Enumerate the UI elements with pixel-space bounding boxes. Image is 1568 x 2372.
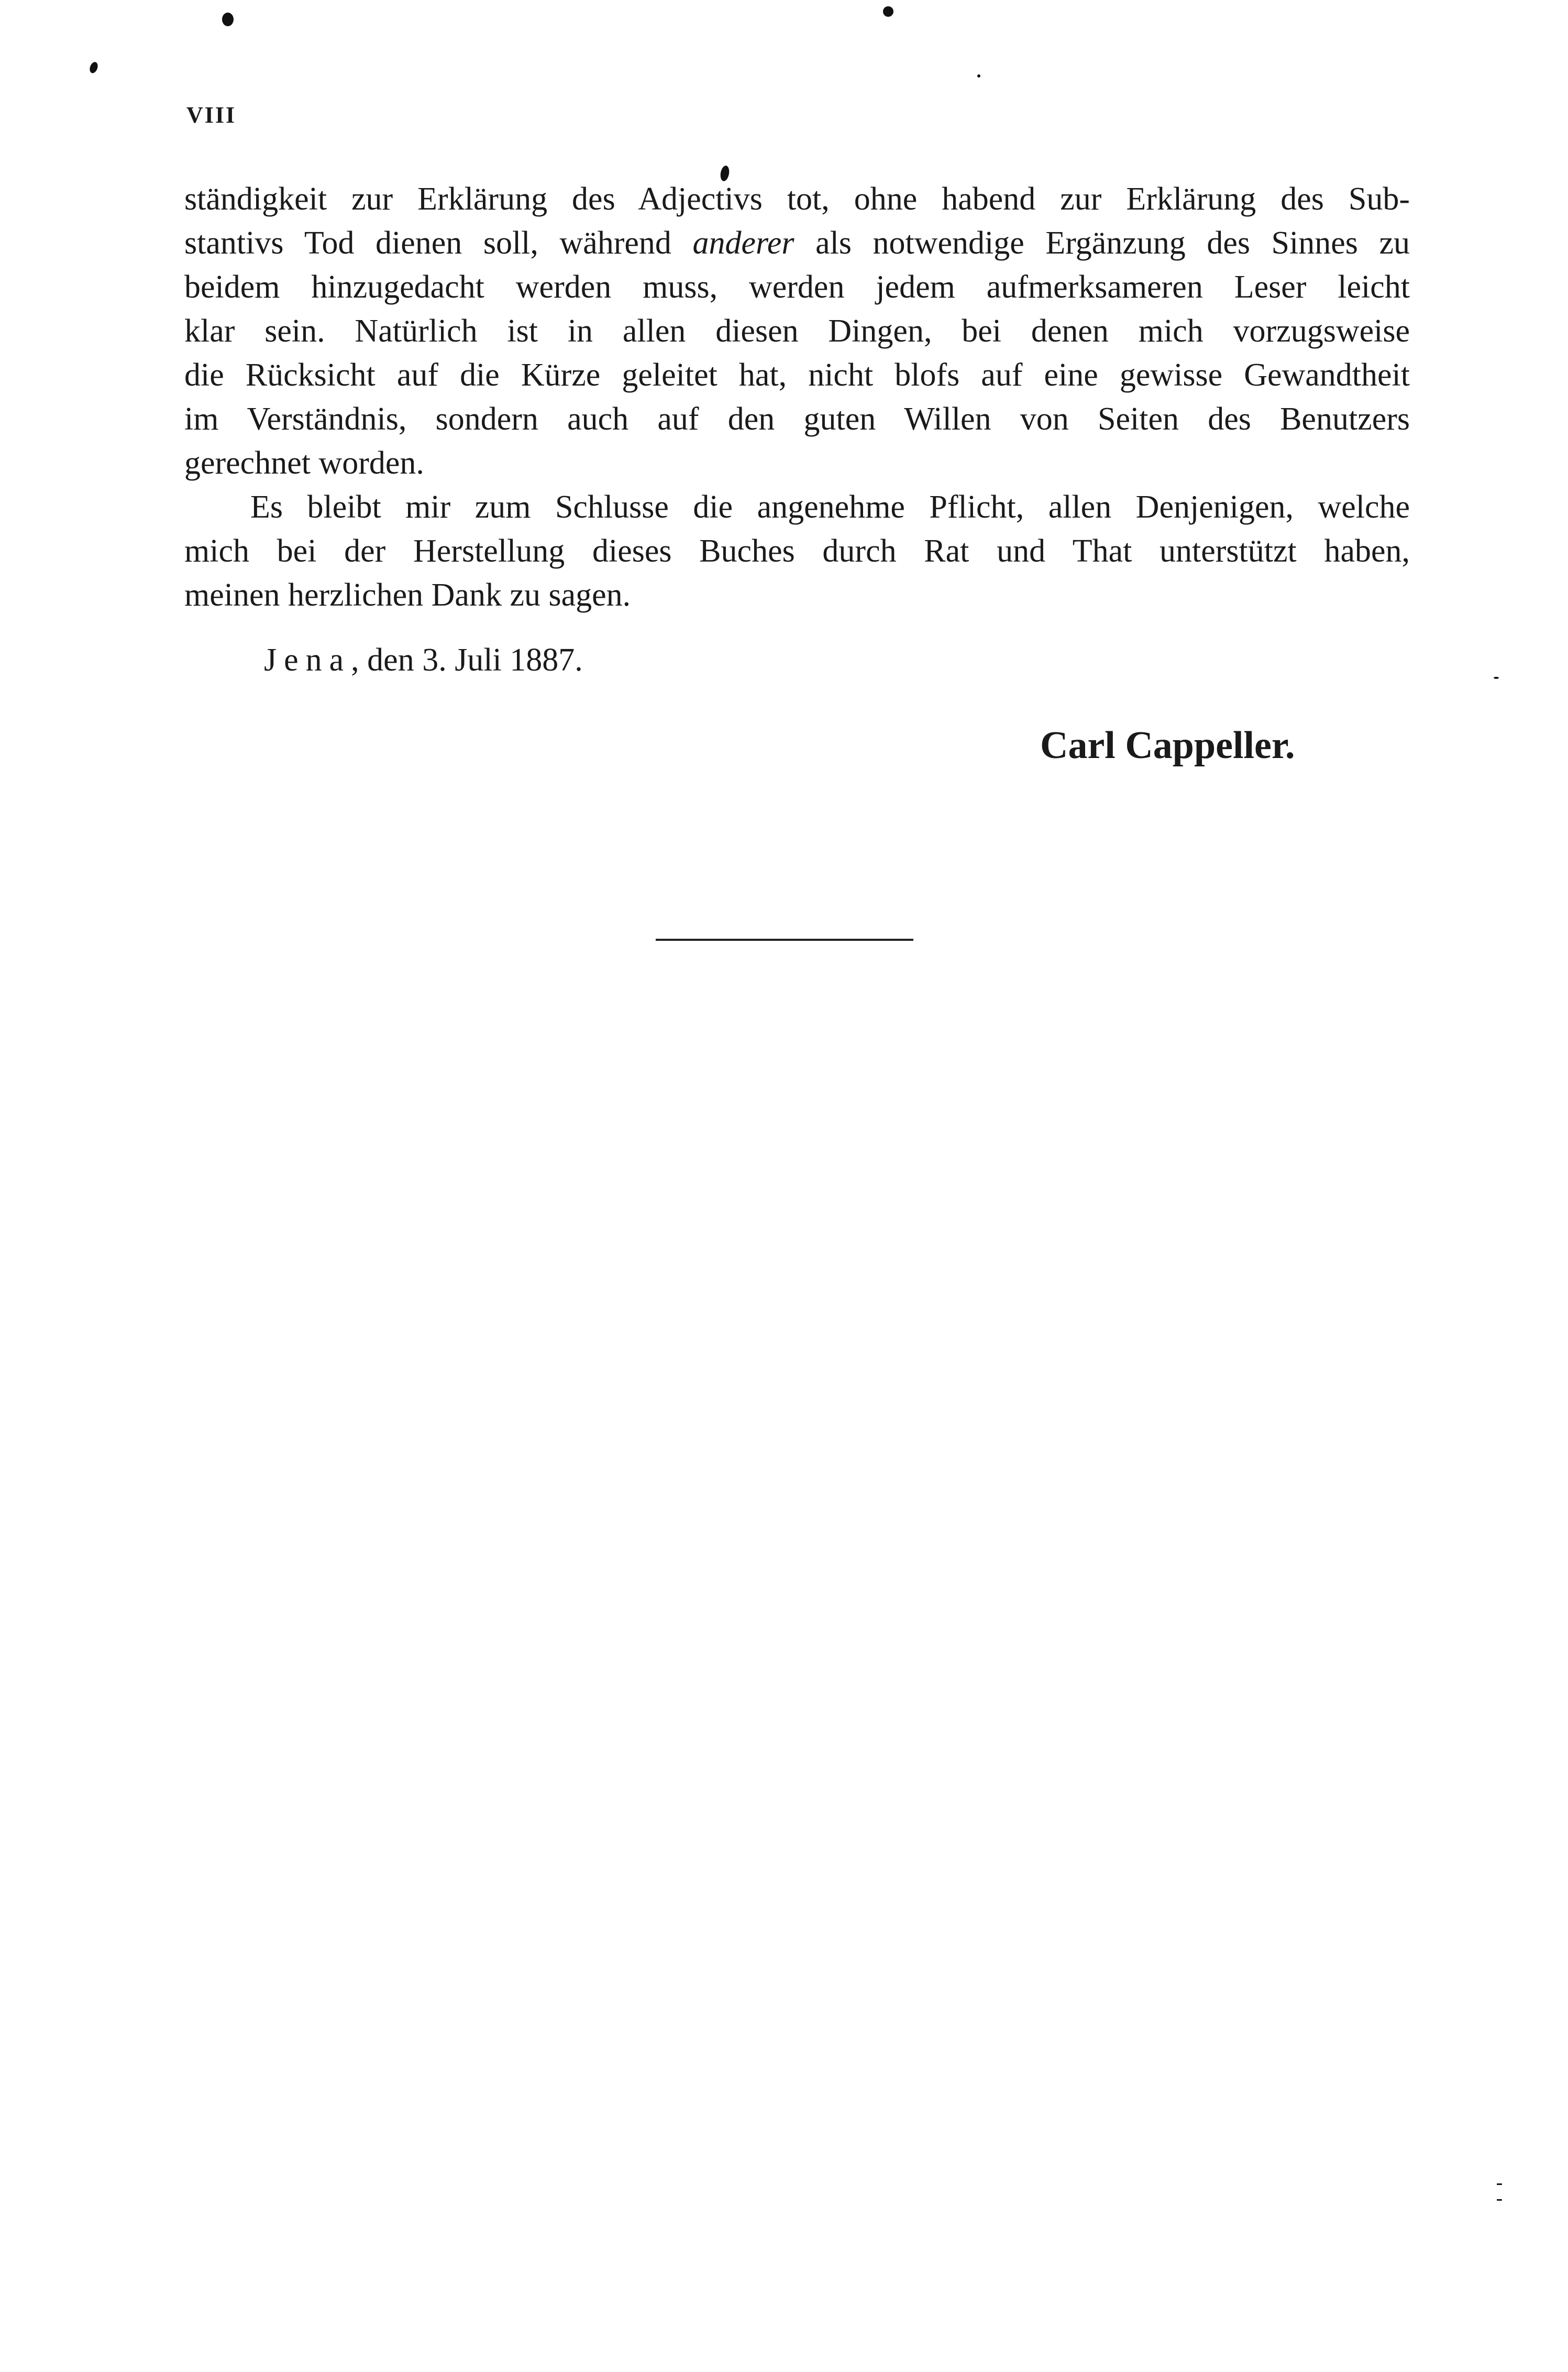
text-segment: stantivs Tod dienen soll, während <box>184 225 693 261</box>
ink-speck <box>89 61 100 74</box>
ink-speck <box>1497 2183 1502 2185</box>
ink-speck <box>1497 2199 1502 2201</box>
body-text <box>184 177 1410 617</box>
text-line <box>184 221 1410 265</box>
text-line: Es bleibt mir zum Schlusse die angenehme Pflicht, allen Denjenigen, welche <box>250 489 1410 525</box>
text-line: ständigkeit zur Erklärung des Adjectivs tot, ohne habend zur Erklärung des Sub- <box>184 181 1410 217</box>
place-name: Jena <box>264 642 351 678</box>
text-line: die Rücksicht auf die Kürze geleitet hat, nicht blofs auf eine gewisse Gewandtheit <box>184 357 1410 393</box>
text-segment: als notwendige Ergänzung des Sinnes zu <box>794 225 1410 261</box>
closing-rule <box>656 939 913 941</box>
signature: Carl Cappeller. <box>1040 724 1295 767</box>
italic-word: anderer <box>692 225 794 261</box>
text-line: klar sein. Natürlich ist in allen diesen Dingen, bei denen mich vorzugsweise <box>184 313 1410 349</box>
date-text: , den 3. Juli 1887. <box>351 642 583 678</box>
ink-speck <box>883 6 893 17</box>
text-line: gerechnet worden. <box>184 445 424 481</box>
ink-speck <box>1494 677 1499 679</box>
text-line: beidem hinzugedacht werden muss, werden jedem aufmerksameren Leser leicht <box>184 269 1410 305</box>
text-line: mich bei der Herstellung dieses Buches durch Rat und That unterstützt haben, <box>184 533 1410 569</box>
dateline <box>264 638 583 682</box>
ink-speck <box>977 74 980 78</box>
page-number: VIII <box>186 102 237 128</box>
text-line: meinen herzlichen Dank zu sagen. <box>184 577 631 613</box>
ink-speck <box>222 13 234 26</box>
text-line: im Verständnis, sondern auch auf den guten Willen von Seiten des Benutzers <box>184 401 1410 437</box>
